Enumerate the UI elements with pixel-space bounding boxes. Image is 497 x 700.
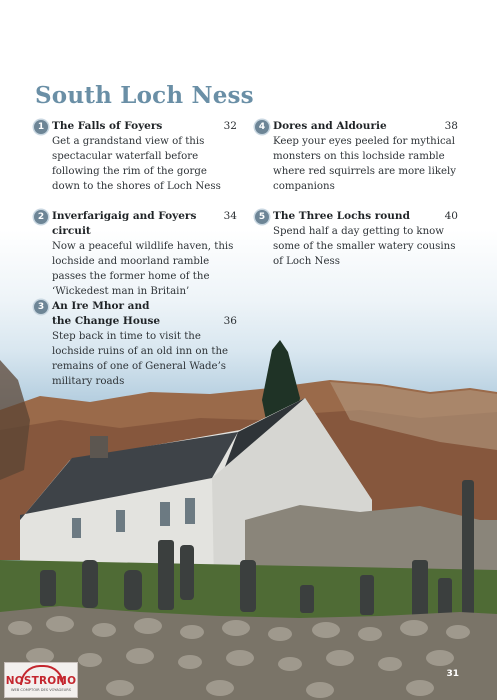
route-page: 40 xyxy=(444,210,458,222)
route-heading xyxy=(52,119,237,134)
route-heading xyxy=(273,209,458,224)
route-page: 36 xyxy=(223,315,237,327)
route-title: The Three Lochs round xyxy=(273,210,410,222)
watermark-brand: NOSTROMO xyxy=(5,675,77,687)
route-description: Now a peaceful wildlife haven, this lochside and moorland ramble passes the former home of the ‘Wickedest man in Britain’ xyxy=(52,241,234,297)
page-title: South Loch Ness xyxy=(35,82,254,109)
route-page: 32 xyxy=(223,120,237,132)
route-page: 34 xyxy=(223,210,237,222)
route-title: Inverfarigaig and Foyers circuit xyxy=(52,210,197,237)
route-entry-4[interactable] xyxy=(258,119,458,194)
route-heading xyxy=(52,209,237,239)
route-entry-3[interactable] xyxy=(37,299,237,389)
watermark-tagline: WEB COMPTOIR DES VOYAGEURS xyxy=(10,688,72,692)
route-number-badge: 2 xyxy=(34,210,48,224)
route-description: Get a grandstand view of this spectacular waterfall before following the rim of the gorge down to the shores of Loch Ness xyxy=(52,136,221,192)
route-description: Keep your eyes peeled for mythical monsters on this lochside ramble where red squirrels are more likely companions xyxy=(273,136,457,192)
route-number-badge: 3 xyxy=(34,300,48,314)
route-number-badge: 4 xyxy=(255,120,269,134)
route-title: An Ire Mhor and the Change House xyxy=(52,300,161,327)
route-description: Step back in time to visit the lochside ruins of an old inn on the remains of one of General Wade’s military roads xyxy=(52,331,229,387)
route-description: Spend half a day getting to know some of the smaller watery cousins of Loch Ness xyxy=(273,226,456,267)
route-number-badge: 5 xyxy=(255,210,269,224)
route-title: Dores and Aldourie xyxy=(273,120,387,132)
route-number-badge: 1 xyxy=(34,120,48,134)
page-number: 31 xyxy=(446,669,459,679)
route-entry-5[interactable] xyxy=(258,209,458,269)
route-title: The Falls of Foyers xyxy=(52,120,163,132)
route-heading xyxy=(52,299,237,329)
route-entry-2[interactable] xyxy=(37,209,237,299)
watermark-logo xyxy=(4,662,78,698)
route-heading xyxy=(273,119,458,134)
route-entry-1[interactable] xyxy=(37,119,237,194)
route-page: 38 xyxy=(444,120,458,132)
